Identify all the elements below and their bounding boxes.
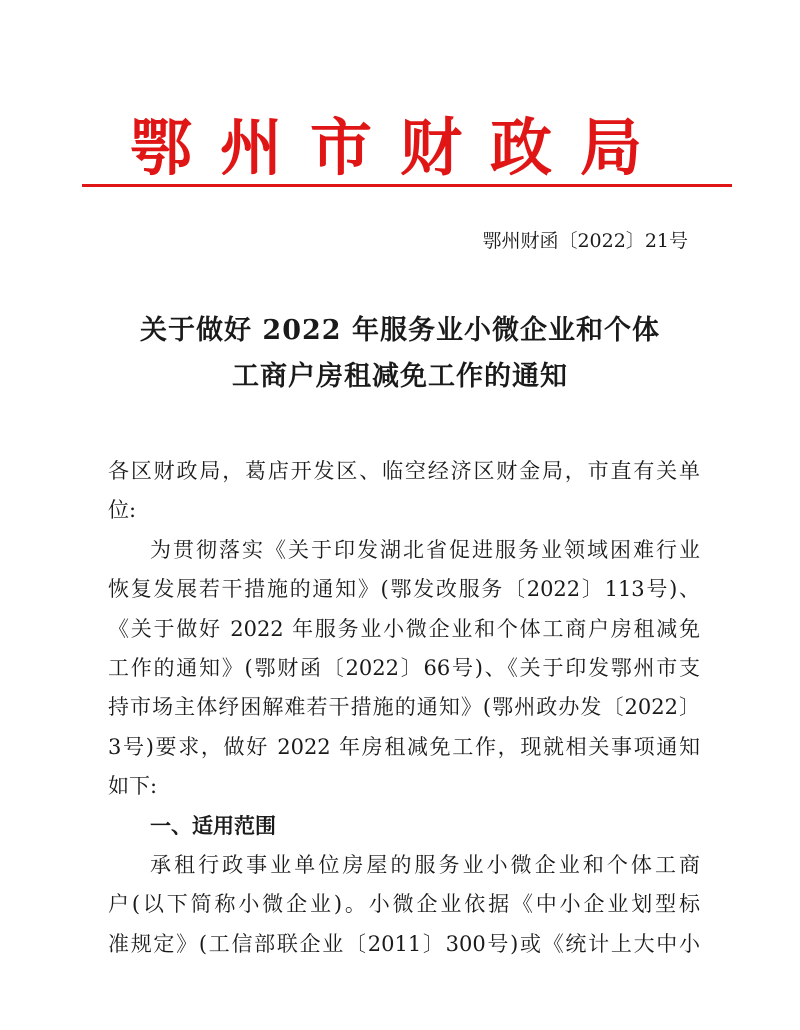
paragraph-line: 户(以下简称小微企业)。小微企业依据《中小企业划型标 (108, 892, 700, 917)
paragraph-line: 工作的通知》(鄂财函〔2022〕66号)、《关于印发鄂州市支 (108, 655, 700, 680)
addressee-line: 位: (108, 498, 137, 523)
section-heading: 一、适用范围 (150, 813, 276, 838)
document-body (108, 452, 700, 964)
title-line: 工商户房租减免工作的通知 (232, 361, 568, 392)
agency-header: 鄂州市财政局 (129, 111, 670, 184)
paragraph-line: 承租行政事业单位房屋的服务业小微企业和个体工商 (150, 852, 700, 877)
paragraph-line: 3号)要求，做好 2022 年房租减免工作，现就相关事项通知 (108, 734, 700, 759)
paragraph-line: 《关于做好 2022 年服务业小微企业和个体工商户房租减免 (108, 616, 700, 641)
paragraph-line: 持市场主体纾困解难若干措施的通知》(鄂州政办发〔2022〕 (108, 695, 700, 720)
paragraph-line: 恢复发展若干措施的通知》(鄂发改服务〔2022〕113号)、 (108, 577, 700, 602)
red-divider-line (82, 184, 732, 187)
document-number: 鄂州财函〔2022〕21号 (482, 230, 688, 252)
title-line: 关于做好 2022 年服务业小微企业和个体 (140, 315, 660, 346)
paragraph-line: 如下: (108, 774, 158, 799)
paragraph-line: 准规定》(工信部联企业〔2011〕300号)或《统计上大中小 (108, 931, 700, 956)
addressee-line: 各区财政局，葛店开发区、临空经济区财金局，市直有关单 (108, 459, 700, 483)
paragraph-line: 为贯彻落实《关于印发湖北省促进服务业领域困难行业 (150, 537, 700, 562)
document-title (0, 308, 800, 400)
